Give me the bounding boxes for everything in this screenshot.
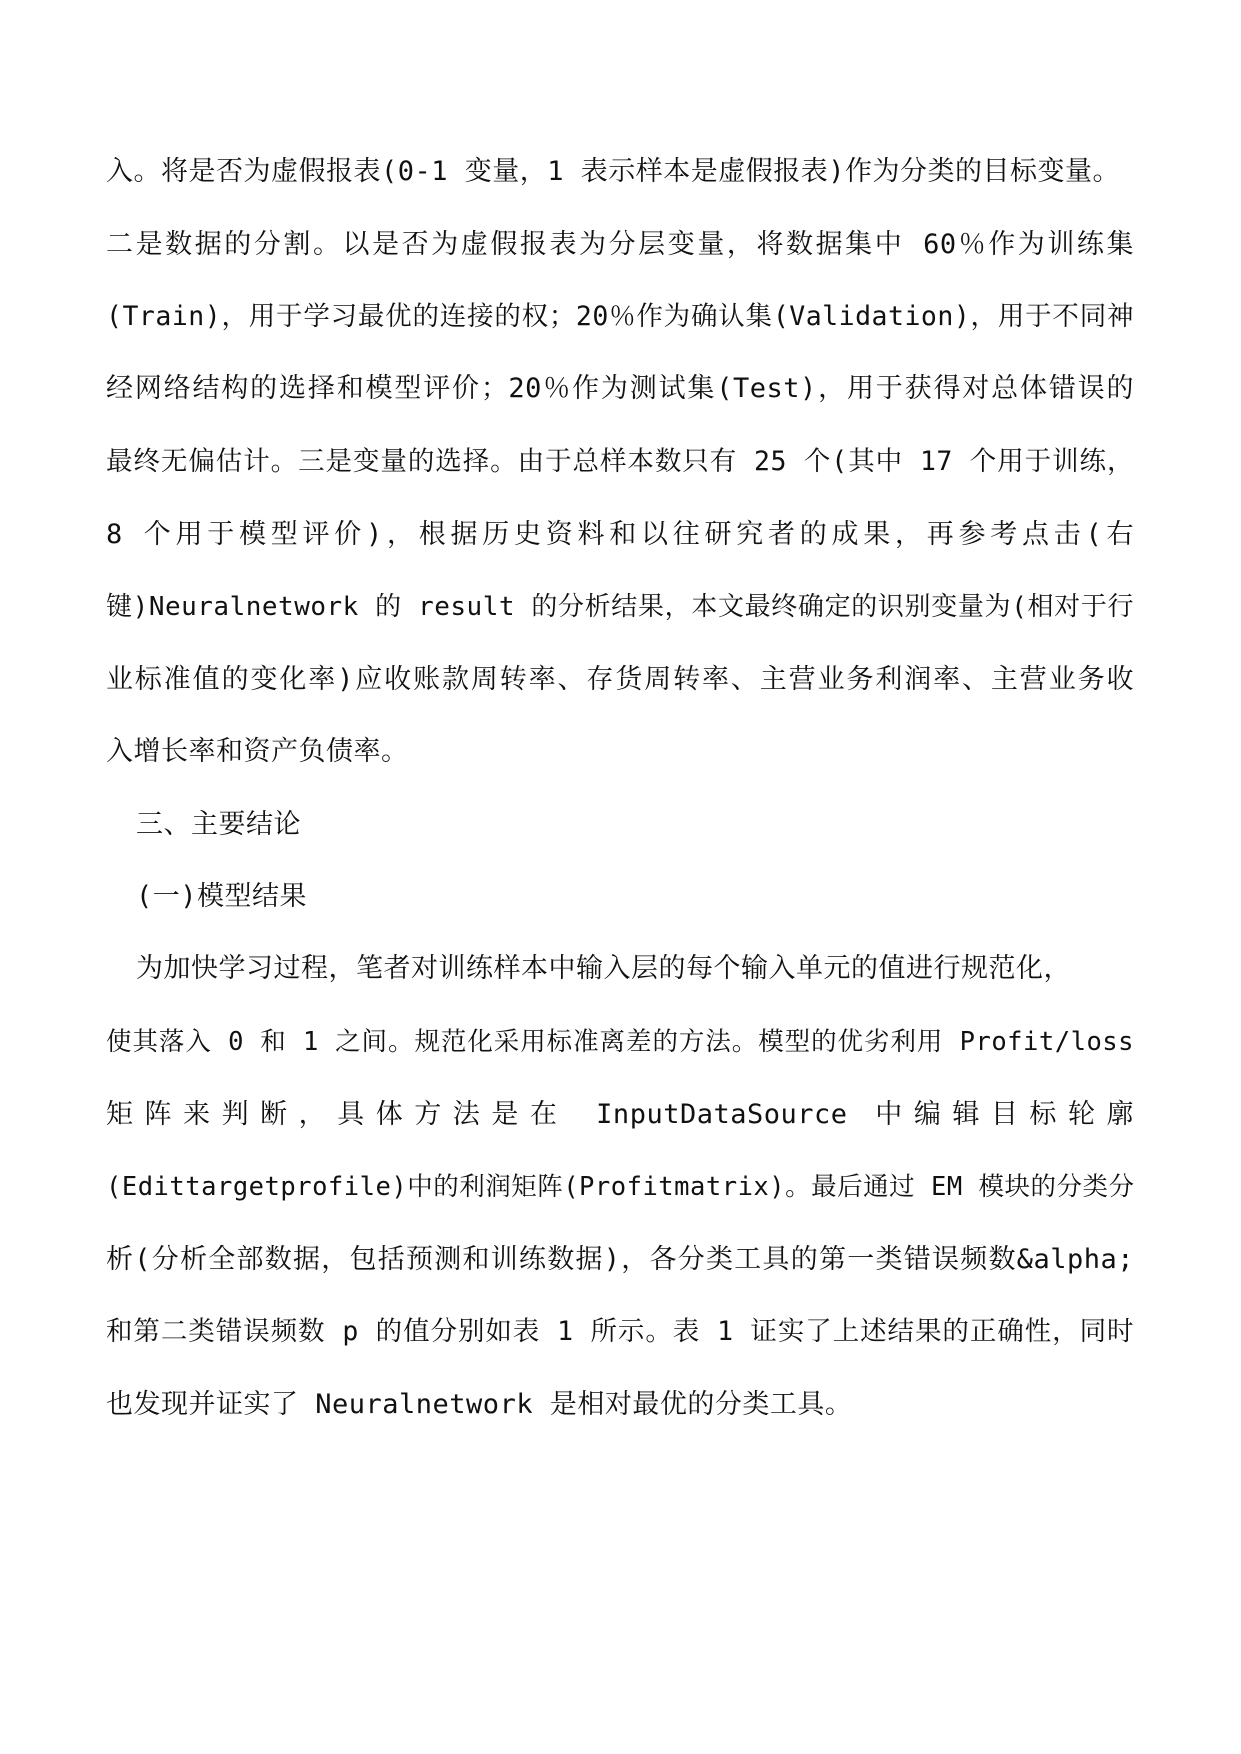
paragraph-line: 键)Neuralnetwork 的 result 的分析结果，本文最终确定的识别变量为(相对于行: [106, 592, 1134, 622]
paragraph-line: 经网络结构的选择和模型评价；20％作为测试集(Test)，用于获得对总体错误的: [106, 373, 1134, 404]
paragraph-line: 也发现并证实了 Neuralnetwork 是相对最优的分类工具。: [106, 1389, 853, 1420]
paragraph-line: 矩阵来判断，具体方法是在 InputDataSource 中编辑目标轮廓: [106, 1099, 1134, 1130]
paragraph-line: 和第二类错误频数 p 的值分别如表 1 所示。表 1 证实了上述结果的正确性，同时: [106, 1316, 1134, 1347]
paragraph-line: (Train)，用于学习最优的连接的权；20％作为确认集(Validation)，用于不同神: [106, 301, 1134, 332]
paragraph-line: (Edittargetprofile)中的利润矩阵(Profitmatrix)。最后通过 EM 模块的分类分: [106, 1172, 1135, 1202]
paragraph-line: 为加快学习过程，笔者对训练样本中输入层的每个输入单元的值进行规范化，: [136, 953, 1071, 984]
paragraph-line: 析(分析全部数据，包括预测和训练数据)，各分类工具的第一类错误频数&alpha;: [106, 1244, 1134, 1275]
paragraph-line: 入。将是否为虚假报表(0-1 变量，1 表示样本是虚假报表)作为分类的目标变量。: [106, 156, 1121, 187]
paragraph-line: 入增长率和资产负债率。: [106, 736, 409, 767]
section-heading: 三、主要结论: [136, 809, 301, 840]
subsection-heading: (一)模型结果: [136, 881, 308, 912]
paragraph-line: 8 个用于模型评价)，根据历史资料和以往研究者的成果，再参考点击(右: [106, 519, 1134, 550]
paragraph-line: 业标准值的变化率)应收账款周转率、存货周转率、主营业务利润率、主营业务收: [106, 664, 1134, 695]
paragraph-line: 最终无偏估计。三是变量的选择。由于总样本数只有 25 个(其中 17 个用于训练，: [106, 446, 1134, 477]
paragraph-line: 使其落入 0 和 1 之间。规范化采用标准离差的方法。模型的优劣利用 Profit/loss: [106, 1027, 1134, 1057]
paragraph-line: 二是数据的分割。以是否为虚假报表为分层变量，将数据集中 60％作为训练集: [106, 229, 1134, 260]
